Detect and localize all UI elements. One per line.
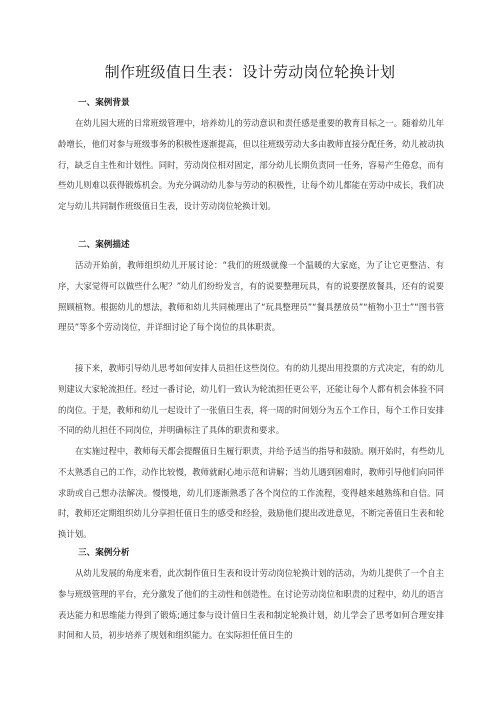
section-heading-description: 二、案例描述 [78,240,130,250]
section-heading-analysis: 三、案例分析 [78,548,130,558]
background-paragraph: 在幼儿园大班的日常班级管理中，培养幼儿的劳动意识和责任感是重要的教育目标之一。随着幼儿年龄增长，他们对参与班级事务的积极性逐渐提高，但以往班级劳动大多由教师直接分配任务，幼儿被动执行，缺乏自主性和计划性。同时，劳动岗位相对固定，部分幼儿长期负责同一任务，容易产生倦怠，而有些幼儿则难以获得锻炼机会。为充分调动幼儿参与劳动的积极性，让每个幼儿都能在劳动中成长，我们决定与幼儿共同制作班级值日生表，设计劳动岗位轮换计划。 [58,118,444,212]
section-heading-background: 一、案例背景 [78,98,130,108]
document-title: 制作班级值日生表：设计劳动岗位轮换计划 [104,63,396,81]
description-paragraph-3: 在实施过程中，教师每天都会提醒值日生履行职责，并给予适当的指导和鼓励。刚开始时，有些幼儿不太熟悉自己的工作，动作比较慢，教师就耐心地示范和讲解；当幼儿遇到困难时，教师引导他们向同伴求助或自己想办法解决。慢慢地，幼儿们逐渐熟悉了各个岗位的工作流程，变得越来越熟练和自信。同时，教师还定期组织幼儿分享担任值日生的感受和经验，鼓励他们提出改进意见，不断完善值日生表和轮换计划。 [58,446,444,540]
analysis-paragraph: 从幼儿发展的角度来看，此次制作值日生表和设计劳动岗位轮换计划的活动，为幼儿提供了一个自主参与班级管理的平台，充分激发了他们的主动性和创造性。在讨论劳动岗位和职责的过程中，幼儿的语言表达能力和思维能力得到了锻炼;通过参与设计值日生表和制定轮换计划，幼儿学会了思考如何合理安排时间和人员，初步培养了规划和组织能力。在实际担任值日生的 [58,568,444,641]
description-paragraph-1: 活动开始前，教师组织幼儿开展讨论：“我们的班级就像一个温暖的大家庭，为了让它更整洁、有序，大家觉得可以做些什么呢？”幼儿们纷纷发言，有的说要整理玩具，有的说要摆放餐具，还有的说要照顾植物。根据幼儿的想法，教师和幼儿共同梳理出了“玩具整理员”“餐具摆放员”“植物小卫士”“图书管理员”等多个劳动岗位，并详细讨论了每个岗位的具体职责。 [58,260,444,333]
description-paragraph-2: 接下来，教师引导幼儿思考如何安排人员担任这些岗位。有的幼儿提出用投票的方式决定，有的幼儿则建议大家轮流担任。经过一番讨论，幼儿们一致认为轮流担任更公平，还能让每个人都有机会体验不同的岗位。于是，教师和幼儿一起设计了一张值日生表，将一周的时间划分为五个工作日，每个工作日安排不同的幼儿担任不同岗位，并明确标注了具体的职责和要求。 [58,363,444,436]
